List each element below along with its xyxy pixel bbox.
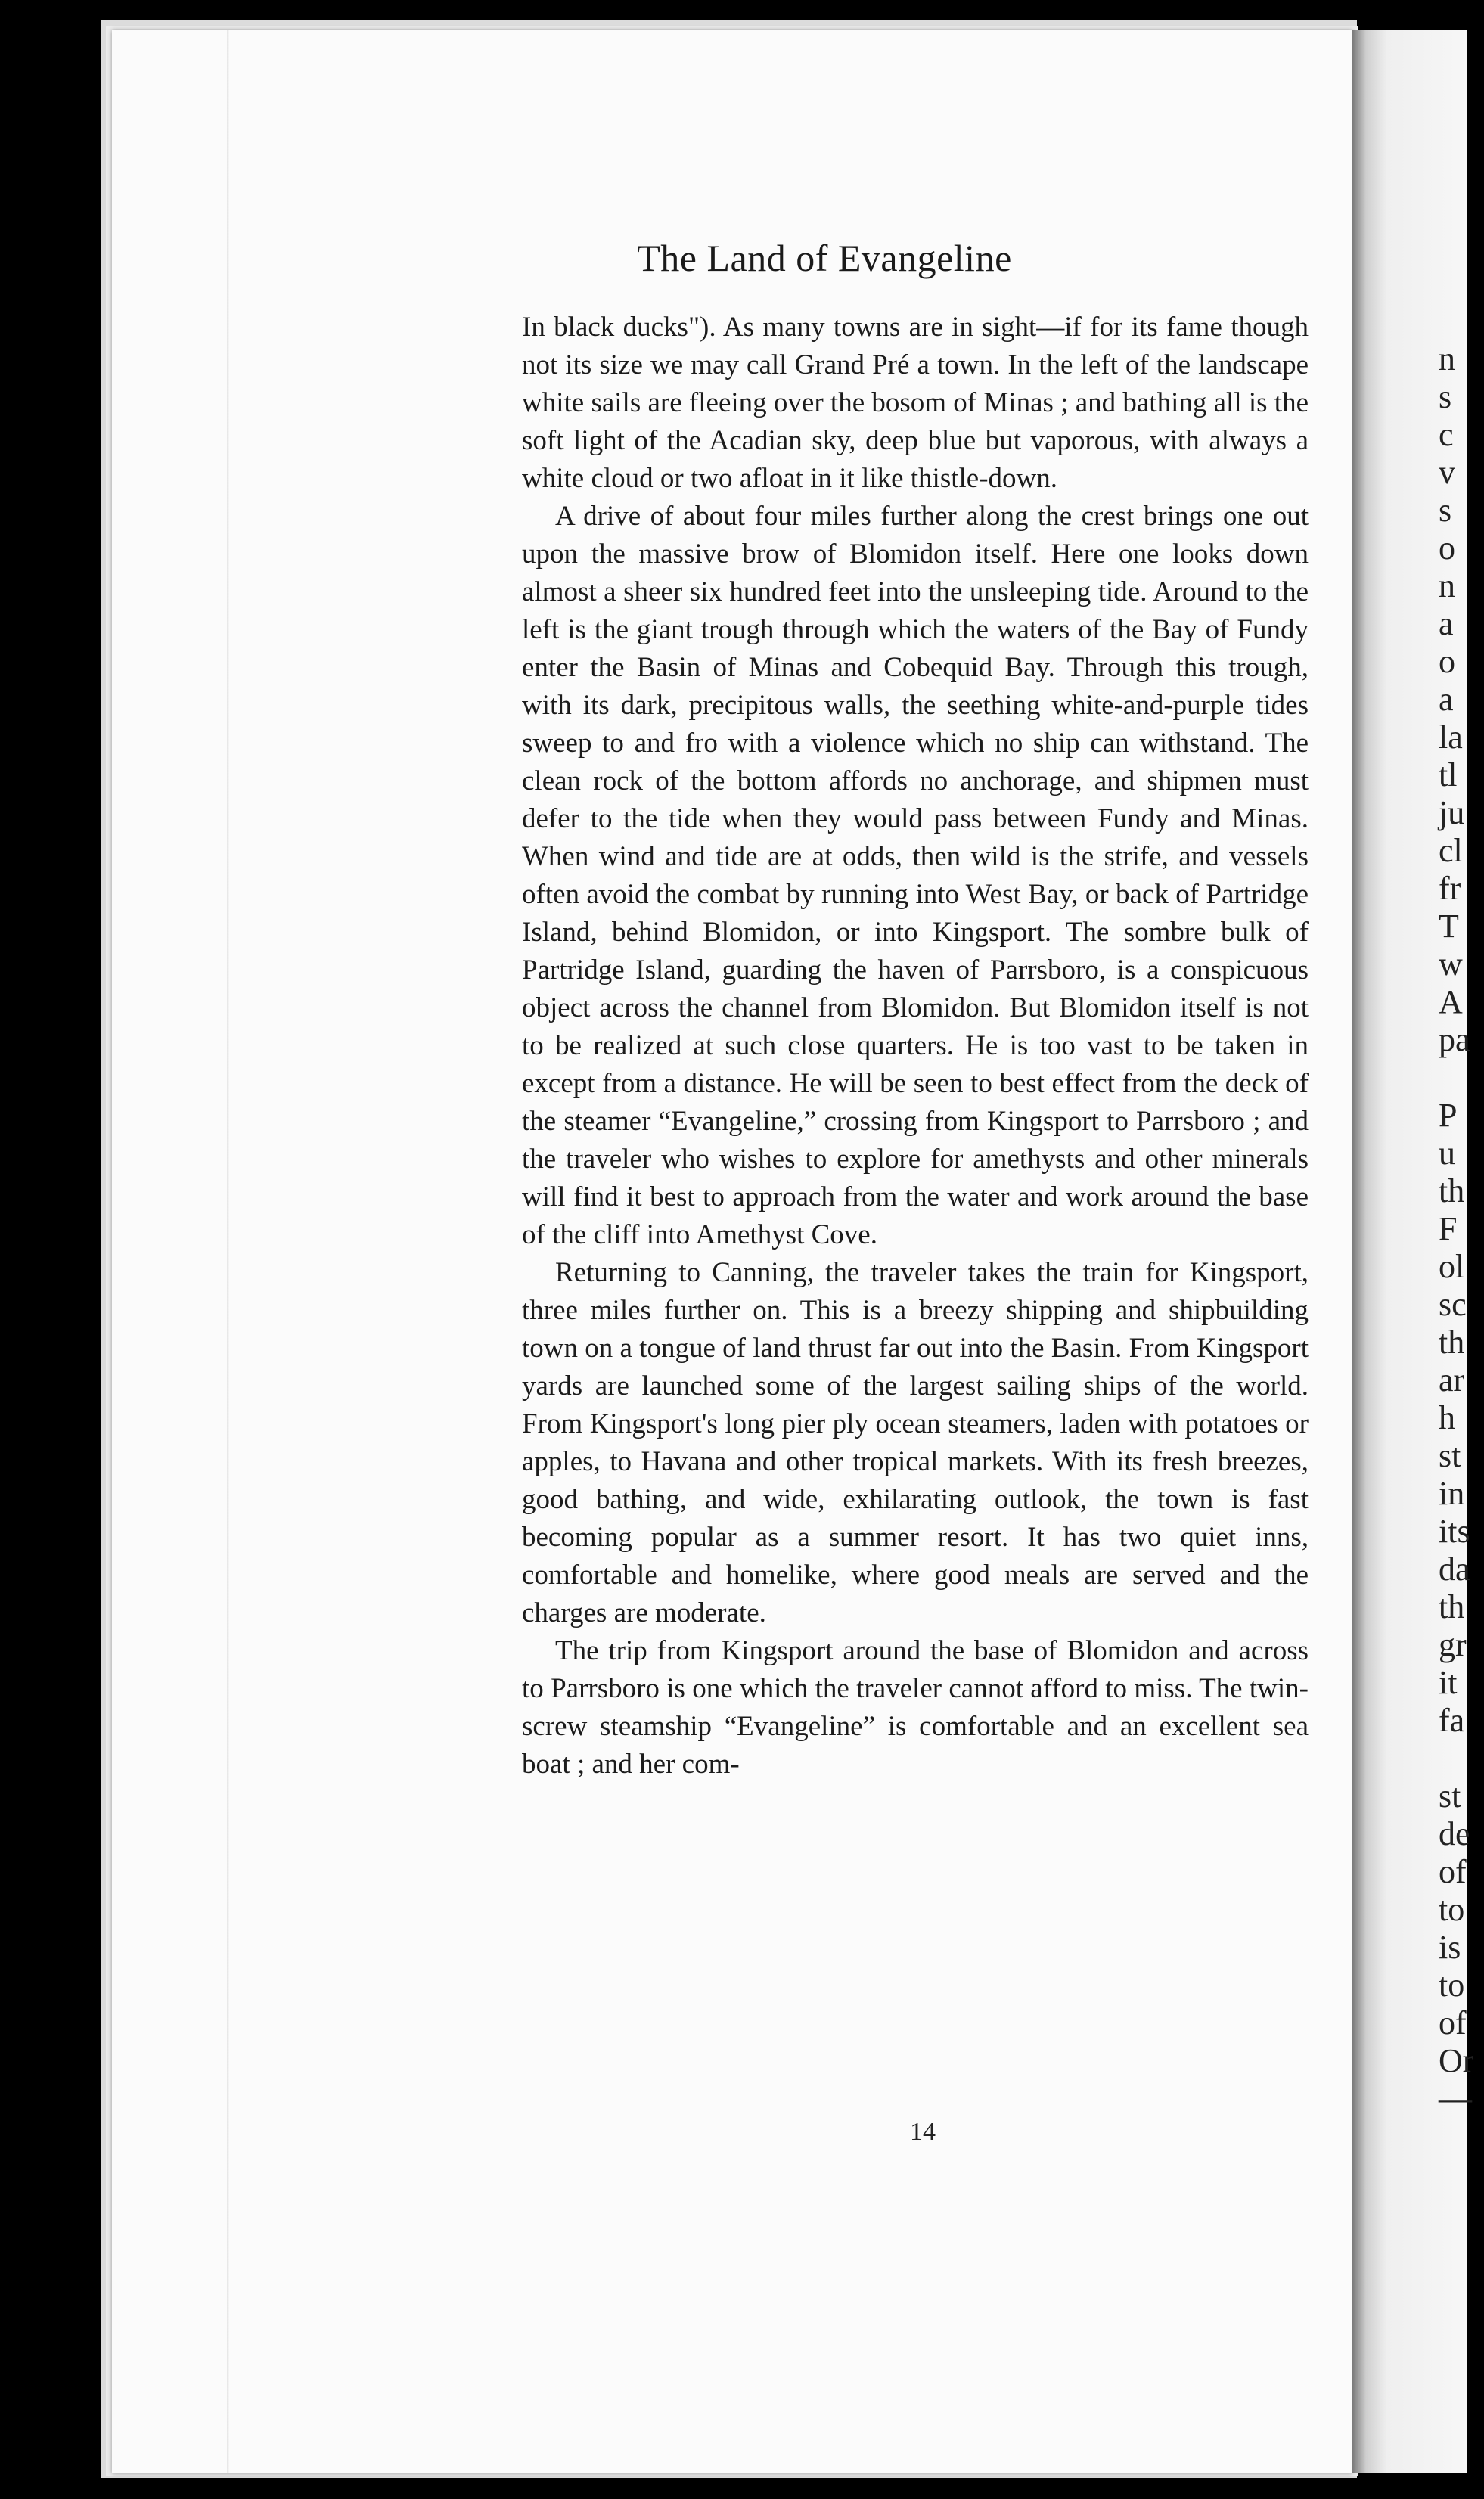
facing-page-fragment: de [1439,1815,1470,1852]
facing-page-fragment: u [1439,1135,1455,1172]
facing-page-fragment: st [1439,1437,1461,1474]
facing-page-fragment: of [1439,2004,1467,2041]
running-title: The Land of Evangeline [637,237,1012,279]
facing-page-fragment: fr [1439,870,1461,907]
facing-page-fragment: la [1439,719,1463,756]
facing-page-fragment: gr [1439,1626,1467,1663]
facing-page-fragment: ar [1439,1361,1465,1399]
facing-page-fragment: to [1439,1967,1465,2004]
facing-page-fragment: ol [1439,1248,1465,1285]
facing-page-fragment: w [1439,945,1463,983]
facing-page-fragment: th [1439,1172,1465,1209]
facing-page-fragment: sc [1439,1286,1467,1323]
facing-page-fragment: h [1439,1399,1455,1436]
facing-page-fragment: to [1439,1891,1465,1928]
facing-page-fragment: st [1439,1777,1461,1814]
paragraph-1: In black ducks"). As many towns are in sight—if for its fame though not its size we may call Grand Pré a town. In the left of the landscape white sails are fleeing over the bosom of Minas ; and bathing all is the soft light of the Acadian sky, deep blue but vaporous, with always a white cloud or two afloat in it like thistle-down. [522,312,1309,494]
facing-page-fragment: tl [1439,756,1458,793]
paragraph-4: The trip from Kingsport around the base of Blomidon and across to Parrsboro is one which the traveler cannot afford to miss. The twin-screw steamship “Evangeline” is comfortable and an excellent sea boat ; and her com- [522,1635,1309,1780]
facing-page-fragment: o [1439,529,1455,567]
facing-page-edge [1352,30,1474,2473]
facing-page-fragment: cl [1439,832,1463,869]
facing-page-fragment: th [1439,1324,1465,1361]
facing-page-fragment: in [1439,1475,1465,1512]
paragraph-2: A drive of about four miles further along the crest brings one out upon the massive brow of Blomidon itself. Here one looks down almost a sheer six hundred feet into the unsleeping tide. Around to the left is the giant trough through which the waters of the Bay of Fundy enter the Basin of Minas and Cobequid Bay. Through this trough, with its dark, precipitous walls, the seething white-and-purple tides sweep to and fro with a violence which no ship can withstand. The clean rock of the bottom affords no anchorage, and shipmen must defer to the tide when they would pass between Fundy and Minas. When wind and tide are at odds, then wild is the strife, and vessels often avoid the combat by running into West Bay, or back of Partridge Island, behind Blomidon, or into Kingsport. The sombre bulk of Partridge Island, guarding the haven of Parrsboro, is a conspicuous object across the channel from Blomidon. But Blomidon itself is not to be realized at such close quarters. He is too vast to be taken in except from a distance. He will be seen to best effect from the deck of the steamer “Evangeline,” crossing from Kingsport to Parrsboro ; and the traveler who wishes to explore for amethysts and other minerals will find it best to approach from the water and work around the base of the cliff into Amethyst Cove. [522,501,1309,1250]
facing-page-fragment: Or [1439,2042,1474,2079]
facing-page-fragment: of [1439,1853,1467,1890]
facing-page-fragment: F [1439,1210,1458,1247]
facing-page-fragment: is [1439,1929,1461,1966]
paragraph-3: Returning to Canning, the traveler takes the train for Kingsport, three miles further on. This is a breezy shipping and shipbuilding town on a tongue of land thrust far out into the Basin. From Kingsport yards are launched some of the largest sailing ships of the world. From Kingsport's long pier ply ocean steamers, laden with potatoes or apples, to Havana and other tropical markets. With its fresh breezes, good bathing, and wide, exhilarating outlook, the town is fast becoming popular as a summer resort. It has two quiet inns, comfortable and homelike, where good meals are served and the charges are moderate. [522,1257,1309,1628]
facing-page-fragment: o [1439,643,1455,680]
facing-page-fragment: c [1439,416,1454,453]
facing-page-fragment: fa [1439,1702,1465,1739]
facing-page-fragment: s [1439,378,1452,415]
facing-page-fragment: ju [1439,794,1465,831]
facing-page-fragment: — [1439,2080,1472,2117]
body-text [522,309,1309,1783]
facing-page-fragment: n [1439,567,1455,604]
facing-page-fragment: P [1439,1097,1458,1134]
facing-page-fragment: da [1439,1551,1470,1588]
facing-page-fragment: v [1439,454,1455,491]
facing-page-fragment: s [1439,492,1452,529]
facing-page-fragment: th [1439,1588,1465,1625]
facing-page-fragment: n [1439,340,1455,377]
facing-page-fragment: a [1439,605,1454,642]
facing-page-fragment: it [1439,1664,1458,1701]
page-number: 14 [910,2118,936,2146]
facing-page-fragment: T [1439,908,1459,945]
facing-page-fragment: pa [1439,1021,1470,1058]
facing-page-fragment: a [1439,681,1454,718]
page-fold-edge [227,30,229,2473]
facing-page-fragment: its [1439,1513,1470,1550]
facing-page-fragment: A [1439,983,1463,1020]
